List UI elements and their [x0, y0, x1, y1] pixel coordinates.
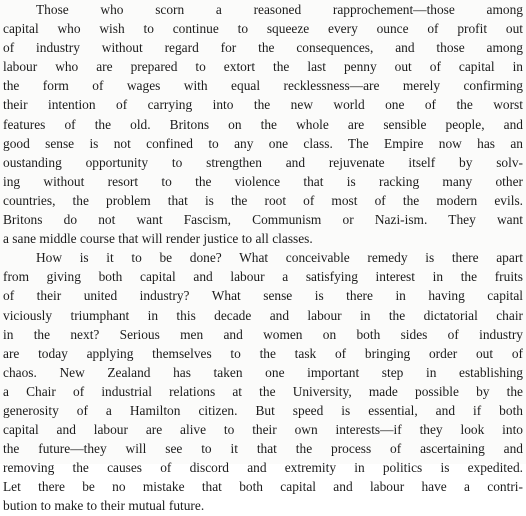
article-column — [3, 0, 523, 516]
text-line: capital who wish to continue to squeeze every ounce of profit out — [3, 21, 523, 37]
text-line: of industry without regard for the consequences, and those among — [3, 40, 523, 56]
text-line: Let there be no mistake that both capital and labour have a contri- — [3, 479, 523, 495]
text-line: chaos. New Zealand has taken one important step in establishing — [3, 364, 523, 380]
text-line: labour who are prepared to extort the last penny out of capital in — [3, 59, 523, 75]
text-line: in the next? Serious men and women on both sides of industry — [3, 326, 523, 342]
text-line: are today applying themselves to the task of bringing order out of — [3, 345, 523, 361]
text-line: a Chair of industrial relations at the University, made possible by the — [3, 383, 523, 399]
text-line: Britons do not want Fascism, Communism or Nazi-ism. They want — [3, 212, 523, 228]
text-line: capital and labour are alive to their own interests—if they look into — [3, 422, 523, 438]
text-line: oustanding opportunity to strengthen and rejuvenate itself by solv- — [3, 154, 523, 170]
paragraph-1 — [3, 0, 523, 248]
text-line: Those who scorn a reasoned rapprochement—those among — [36, 2, 523, 17]
text-line: of their united industry? What sense is there in having capital — [3, 288, 523, 304]
paragraph-2 — [3, 248, 523, 515]
text-line: features of the old. Britons on the whole are sensible people, and — [3, 116, 523, 132]
text-line: viciously triumphant in this decade and labour in the dictatorial chair — [3, 307, 523, 323]
text-line: good sense is not confined to any one class. The Empire now has an — [3, 135, 523, 151]
text-line: ing without resort to the violence that is racking many other — [3, 173, 523, 189]
text-line: How is it to be done? What conceivable remedy is there apart — [36, 250, 523, 266]
text-line: countries, the problem that is the root of most of the modern evils. — [3, 192, 523, 208]
text-line: removing the causes of discord and extremity in politics is expedited. — [3, 460, 523, 476]
text-line: bution to make to their mutual future. — [3, 498, 205, 514]
text-line: generosity of a Hamilton citizen. But speed is essential, and if both — [3, 402, 523, 418]
text-line: a sane middle course that will render justice to all classes. — [3, 231, 313, 247]
text-line: their intention of carrying into the new world one of the worst — [3, 97, 523, 113]
text-line: the future—they will see to it that the process of ascertaining and — [3, 441, 523, 457]
text-line: from giving both capital and labour a satisfying interest in the fruits — [3, 269, 523, 285]
text-line: the form of wages with equal recklessness—are merely confirming — [3, 78, 523, 94]
